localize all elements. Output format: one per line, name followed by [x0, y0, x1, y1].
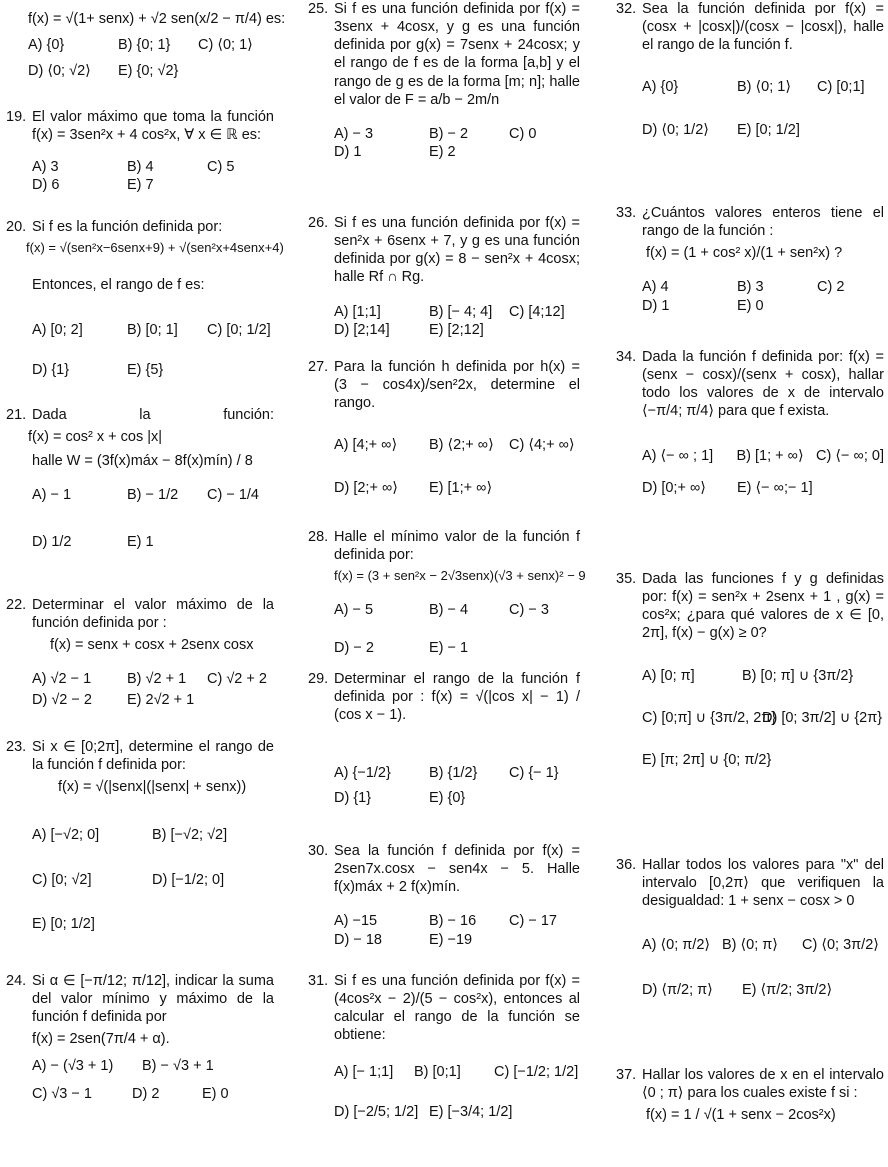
problem-23	[6, 738, 274, 933]
problem-text: Hallar los valores de x en el intervalo ⟨0 ; π⟩ para los cuales existe f si :	[642, 1067, 884, 1102]
option-e[interactable]: E) {5}	[127, 361, 164, 378]
option-b[interactable]: B) 4	[127, 159, 154, 176]
option-e[interactable]: E) 2√2 + 1	[127, 691, 195, 708]
problem-text: El valor máximo que toma la función f(x) = 3sen²x + 4 cos²x, ∀ x ∈ ℝ es:	[32, 109, 274, 144]
answer-options	[32, 826, 274, 932]
problem-text: Determinar el valor máximo de la función definida por :	[32, 597, 274, 632]
answer-options	[28, 36, 274, 80]
option-c[interactable]: C) [−1/2; 1/2]	[494, 1063, 579, 1080]
option-d[interactable]: D) 1	[334, 143, 362, 160]
option-b[interactable]: B) ⟨0; π⟩	[722, 937, 778, 954]
problem-text: Si α ∈ [−π/12; π/12], indicar la suma del valor mínimo y máximo de la función f definida por	[32, 973, 274, 1026]
option-a[interactable]: A) [1;1]	[334, 303, 381, 320]
problem-text-2: halle W = (3f(x)máx − 8f(x)mín) / 8	[32, 453, 253, 470]
option-e[interactable]: E) 7	[127, 177, 154, 194]
answer-options	[642, 447, 884, 497]
problem-number: 22.	[6, 597, 27, 613]
answer-options	[334, 764, 580, 806]
option-a[interactable]: A) − (√3 + 1)	[32, 1057, 114, 1074]
option-c[interactable]: C) 2	[817, 279, 845, 296]
problem-text: Si f es la función definida por:	[32, 219, 223, 235]
problem-30	[308, 842, 580, 949]
problem-formula: f(x) = (3 + sen²x − 2√3senx)(√3 + senx)² − 9	[334, 568, 586, 584]
option-e[interactable]: E) − 1	[429, 639, 469, 656]
problem-formula: f(x) = √(1+ senx) + √2 sen(x/2 − π/4) es:	[28, 11, 286, 27]
option-e[interactable]: E) 0	[202, 1085, 229, 1102]
option-a[interactable]: A) [0; 2]	[32, 321, 83, 338]
option-a[interactable]: A) 3	[32, 159, 59, 176]
problem-text: Dada la función:	[32, 407, 274, 423]
option-c[interactable]: C) [0; 1/2]	[207, 321, 271, 338]
problem-number: 33.	[616, 205, 637, 221]
option-b[interactable]: B) ⟨2;+ ∞⟩	[429, 437, 494, 454]
answer-options	[642, 936, 884, 998]
answer-options	[642, 78, 884, 138]
option-e[interactable]: E) [0; 1/2]	[32, 915, 95, 932]
option-a[interactable]: A) {0}	[28, 37, 65, 54]
problem-text: Dada las funciones f y g definidas por: f(x) = sen²x + 2senx + 1 , g(x) = cos²x; ¿para qué valores de x ∈ [0, 2π], f(x) − g(x) ≥ 0?	[642, 571, 884, 642]
option-c[interactable]: C) ⟨0; 1⟩	[198, 37, 253, 54]
problem-number: 29.	[308, 671, 329, 687]
option-e[interactable]: E) ⟨− ∞;− 1]	[737, 479, 813, 496]
problem-formula: f(x) = cos² x + cos |x|	[28, 429, 163, 446]
option-b[interactable]: B) [−√2; √2]	[152, 827, 228, 844]
option-a[interactable]: A) [0; π]	[642, 667, 695, 684]
option-d[interactable]: D) 2	[132, 1085, 160, 1102]
option-b[interactable]: B) [− 4; 4]	[429, 303, 493, 320]
option-e[interactable]: E) [2;12]	[429, 321, 484, 338]
answer-options	[334, 1063, 580, 1121]
option-d[interactable]: D) [0; 3π/2] ∪ {2π}	[762, 709, 883, 726]
problem-25	[308, 0, 580, 161]
option-a[interactable]: A) √2 − 1	[32, 671, 92, 688]
option-a[interactable]: A) [− 1;1]	[334, 1063, 394, 1080]
answer-options	[334, 125, 580, 161]
option-d[interactable]: D) ⟨0; √2⟩	[28, 63, 91, 80]
option-d[interactable]: D) [−1/2; 0]	[152, 871, 225, 888]
problem-number: 36.	[616, 857, 637, 873]
option-b[interactable]: B) {0; 1}	[118, 37, 171, 54]
option-d[interactable]: D) {1}	[32, 361, 70, 378]
option-d[interactable]: D) 6	[32, 177, 60, 194]
option-e[interactable]: E) 2	[429, 143, 456, 160]
problem-formula: f(x) = 2sen(7π/4 + α).	[32, 1031, 170, 1048]
option-b[interactable]: B) 3	[737, 279, 764, 296]
problem-text: Sea la función f definida por f(x) = 2sen7x.cosx − sen4x − 5. Halle f(x)máx + 2 f(x)mín.	[334, 843, 580, 896]
option-a[interactable]: A) {0}	[642, 79, 679, 96]
option-c[interactable]: C) [0; √2]	[32, 871, 92, 888]
answer-options	[32, 321, 274, 379]
problem-number: 34.	[616, 349, 637, 365]
option-d[interactable]: D) ⟨0; 1/2⟩	[642, 121, 709, 138]
option-b[interactable]: B) √2 + 1	[127, 671, 187, 688]
problem-number: 28.	[308, 529, 329, 545]
problem-number: 23.	[6, 739, 27, 755]
problem-21	[6, 406, 274, 551]
option-d[interactable]: D) [0;+ ∞⟩	[642, 479, 706, 496]
problem-35	[616, 570, 884, 769]
answer-options	[32, 158, 274, 194]
problem-number: 27.	[308, 359, 329, 375]
problem-number: 21.	[6, 407, 27, 423]
option-a[interactable]: A) [−√2; 0]	[32, 827, 100, 844]
option-b[interactable]: B) − 2	[429, 125, 469, 142]
option-b[interactable]: B) [0; 1]	[127, 321, 178, 338]
problem-28	[308, 528, 586, 657]
option-c[interactable]: C) [0;π] ∪ {3π/2, 2π}	[642, 709, 777, 726]
problem-text: Si f es una función definida por f(x) = 3senx + 4cosx, y g es una función definida por g(x) = 7senx + 24cosx; y el rango de f es de la forma [a,b] y el rango de g es de la forma [m; n]; halle el valor de F = a/b − 2m/n	[334, 1, 580, 108]
option-c[interactable]: C) ⟨4;+ ∞⟩	[509, 437, 575, 454]
option-a[interactable]: A) [4;+ ∞⟩	[334, 437, 398, 454]
problem-number: 24.	[6, 973, 27, 989]
option-b[interactable]: B) [0;1]	[414, 1063, 461, 1080]
option-a[interactable]: A) −15	[334, 913, 378, 930]
problem-number: 37.	[616, 1067, 637, 1083]
problem-number: 19.	[6, 109, 27, 125]
option-a[interactable]: A) ⟨0; π/2⟩	[642, 937, 711, 954]
option-b[interactable]: B) [0; π] ∪ {3π/2}	[742, 667, 854, 684]
option-c[interactable]: C) ⟨− ∞; 0]	[816, 447, 884, 464]
problem-36	[616, 856, 884, 999]
problem-number: 35.	[616, 571, 637, 587]
option-d[interactable]: D) − 18	[334, 931, 382, 948]
option-c[interactable]: C) − 3	[509, 601, 549, 618]
option-a[interactable]: A) ⟨− ∞ ; 1]	[642, 447, 714, 464]
option-d[interactable]: D) ⟨π/2; π⟩	[642, 981, 713, 998]
option-b[interactable]: B) − 1/2	[127, 487, 179, 504]
option-d[interactable]: D) √2 − 2	[32, 691, 92, 708]
answer-options	[32, 486, 274, 550]
option-c[interactable]: C) ⟨0; 3π/2⟩	[802, 937, 879, 954]
problem-20	[6, 218, 284, 379]
option-e[interactable]: E) [0; 1/2]	[737, 121, 800, 138]
problem-formula: f(x) = √(sen²x−6senx+9) + √(sen²x+4senx+4)	[26, 240, 284, 256]
option-c[interactable]: C) {− 1}	[509, 765, 559, 782]
answer-options	[642, 667, 884, 769]
answer-options	[334, 601, 580, 657]
problem-formula: f(x) = 1 / √(1 + senx − 2cos²x)	[646, 1107, 836, 1124]
problem-text: Si f es una función definida por f(x) = (4cos²x − 2)/(5 − cos²x), entonces al calcular el rango de la función se obtiene:	[334, 973, 580, 1044]
problem-26	[308, 214, 580, 339]
problem-number: 25.	[308, 1, 329, 17]
problem-text: Si f es una función definida por f(x) = sen²x + 6senx + 7, y g es una función definida por g(x) = 8 − sen²x + 4cosx; halle Rf ∩ Rg.	[334, 215, 580, 286]
option-e[interactable]: E) {0}	[429, 789, 466, 806]
option-b[interactable]: B) − 16	[429, 913, 477, 930]
problem-text: Determinar el rango de la función f definida por : f(x) = √(|cos x| − 1) / (cos x − 1).	[334, 671, 580, 724]
answer-options	[334, 303, 580, 339]
problem-18	[6, 6, 286, 80]
problem-19	[6, 108, 274, 195]
problem-text: Si x ∈ [0;2π], determine el rango de la función f definida por:	[32, 739, 274, 774]
problem-number: 32.	[616, 1, 637, 17]
problem-22	[6, 596, 274, 709]
problem-number: 26.	[308, 215, 329, 231]
option-b[interactable]: B) [1; + ∞⟩	[736, 447, 804, 464]
problem-number: 31.	[308, 973, 329, 989]
option-b[interactable]: B) {1/2}	[429, 765, 478, 782]
problem-text: ¿Cuántos valores enteros tiene el rango de la función :	[642, 205, 884, 240]
problem-formula: f(x) = √(|senx|(|senx| + senx))	[58, 779, 247, 796]
option-e[interactable]: E) [π; 2π] ∪ {0; π/2}	[642, 751, 772, 768]
problem-27	[308, 358, 580, 497]
option-d[interactable]: D) 1	[642, 297, 670, 314]
problem-32	[616, 0, 884, 139]
option-c[interactable]: C) − 1/4	[207, 487, 259, 504]
option-a[interactable]: A) − 3	[334, 125, 374, 142]
problem-34	[616, 348, 884, 497]
answer-options	[334, 436, 580, 496]
answer-options	[32, 1057, 274, 1103]
option-e[interactable]: E) −19	[429, 931, 473, 948]
option-c[interactable]: C) [4;12]	[509, 303, 565, 320]
option-e[interactable]: E) 1	[127, 533, 154, 550]
option-d[interactable]: D) 1/2	[32, 533, 72, 550]
problem-number: 20.	[6, 219, 27, 235]
problem-text: Halle el mínimo valor de la función f definida por:	[334, 529, 580, 564]
answer-options	[334, 912, 580, 948]
option-b[interactable]: B) − √3 + 1	[142, 1057, 214, 1074]
option-c[interactable]: C) √2 + 2	[207, 671, 267, 688]
problem-31	[308, 972, 580, 1121]
option-c[interactable]: C) − 17	[509, 913, 557, 930]
problem-text: Para la función h definida por h(x) = (3 − cos4x)/sen²2x, determine el rango.	[334, 359, 580, 412]
option-d[interactable]: D) {1}	[334, 789, 372, 806]
option-a[interactable]: A) 4	[642, 279, 669, 296]
option-e[interactable]: E) 0	[737, 297, 764, 314]
option-d[interactable]: D) − 2	[334, 639, 374, 656]
problem-29	[308, 670, 580, 807]
option-d[interactable]: D) [2;+ ∞⟩	[334, 479, 398, 496]
problem-text: Dada la función f definida por: f(x) = (senx − cosx)/(senx + cosx), hallar todo los valores de x de intervalo ⟨−π/4; π/4⟩ para que f exista.	[642, 349, 884, 420]
option-c[interactable]: C) 5	[207, 159, 235, 176]
option-b[interactable]: B) ⟨0; 1⟩	[737, 79, 792, 96]
problem-33	[616, 204, 884, 315]
answer-options	[32, 670, 274, 708]
option-e[interactable]: E) [−3/4; 1/2]	[429, 1103, 513, 1120]
problem-number: 30.	[308, 843, 329, 859]
problem-formula: f(x) = (1 + cos² x)/(1 + sen²x) ?	[646, 245, 843, 262]
answer-options	[642, 278, 884, 314]
problem-text: Sea la función definida por f(x) = (cosx + |cosx|)/(cosx − |cosx|), halle el rango de la función f.	[642, 1, 884, 54]
option-d[interactable]: D) [−2/5; 1/2]	[334, 1103, 419, 1120]
option-e[interactable]: E) ⟨π/2; 3π/2⟩	[742, 981, 833, 998]
problem-24	[6, 972, 274, 1103]
problem-formula: f(x) = senx + cosx + 2senx cosx	[50, 637, 254, 654]
option-c[interactable]: C) √3 − 1	[32, 1085, 92, 1102]
option-a[interactable]: A) − 5	[334, 601, 374, 618]
option-b[interactable]: B) − 4	[429, 601, 469, 618]
problem-text-2: Entonces, el rango de f es:	[32, 277, 205, 294]
option-e[interactable]: E) [1;+ ∞⟩	[429, 479, 493, 496]
option-a[interactable]: A) {−1/2}	[334, 765, 391, 782]
option-c[interactable]: C) 0	[509, 125, 537, 142]
option-a[interactable]: A) − 1	[32, 487, 72, 504]
problem-37	[616, 1066, 884, 1128]
option-c[interactable]: C) [0;1]	[817, 79, 865, 96]
option-e[interactable]: E) {0; √2}	[118, 63, 179, 80]
problem-text: Hallar todos los valores para "x" del intervalo [0,2π⟩ que verifiquen la desigualdad: 1 + senx − cosx > 0	[642, 857, 884, 910]
option-d[interactable]: D) [2;14]	[334, 321, 390, 338]
